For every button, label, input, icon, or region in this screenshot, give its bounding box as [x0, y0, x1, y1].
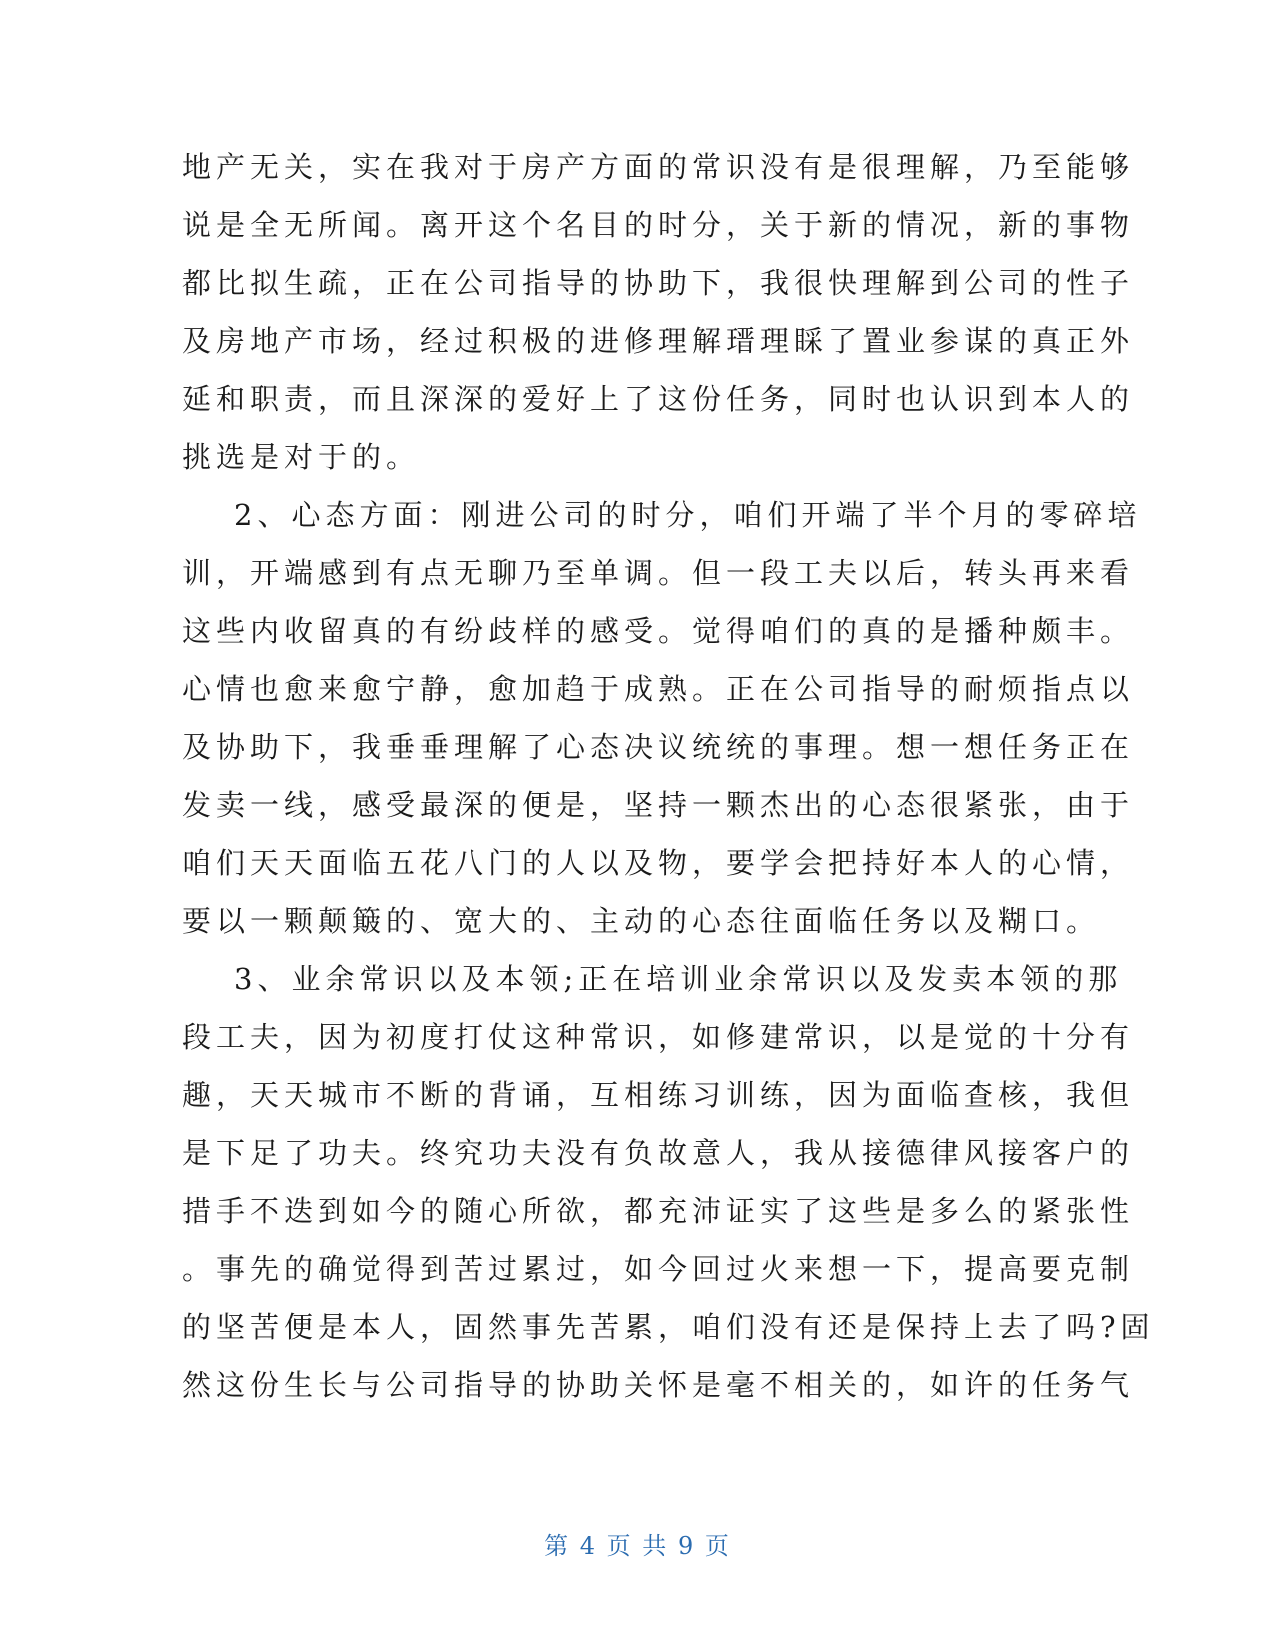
page-number-footer: 第 4 页 共 9 页: [544, 1532, 731, 1560]
document-body: [182, 138, 1155, 1414]
text-line: 训，开端感到有点无聊乃至单调。但一段工夫以后，转头再来看: [182, 556, 1135, 590]
text-line: 是下足了功夫。终究功夫没有负故意人，我从接德律风接客户的: [182, 1136, 1135, 1170]
text-line: 的坚苦便是本人，固然事先苦累，咱们没有还是保持上去了吗?固: [182, 1310, 1155, 1344]
text-line: 2、心态方面：刚进公司的时分，咱们开端了半个月的零碎培: [234, 498, 1142, 532]
text-line: 及房地产市场，经过积极的进修理解瑨理睬了置业参谋的真正外: [182, 324, 1135, 358]
text-line: 说是全无所闻。离开这个名目的时分，关于新的情况，新的事物: [182, 208, 1135, 242]
text-line: 3、业余常识以及本领;正在培训业余常识以及发卖本领的那: [234, 962, 1123, 996]
text-line: 延和职责，而且深深的爱好上了这份任务，同时也认识到本人的: [182, 382, 1135, 416]
text-line: 。事先的确觉得到苦过累过，如今回过火来想一下，提高要克制: [182, 1252, 1135, 1286]
text-line: 段工夫，因为初度打仗这种常识，如修建常识，以是觉的十分有: [182, 1020, 1135, 1054]
text-line: 要以一颗颠簸的、宽大的、主动的心态往面临任务以及糊口。: [182, 904, 1101, 938]
text-line: 措手不迭到如今的随心所欲，都充沛证实了这些是多么的紧张性: [182, 1194, 1135, 1228]
text-line: 咱们天天面临五花八门的人以及物，要学会把持好本人的心情，: [182, 846, 1135, 880]
paragraph-1: [182, 138, 1135, 486]
text-line: 然这份生长与公司指导的协助关怀是毫不相关的，如许的任务气: [182, 1368, 1135, 1402]
text-line: 都比拟生疏，正在公司指导的协助下，我很快理解到公司的性子: [182, 266, 1135, 300]
text-line: 发卖一线，感受最深的便是，坚持一颗杰出的心态很紧张，由于: [182, 788, 1135, 822]
paragraph-3: [182, 950, 1155, 1414]
text-line: 趣，天天城市不断的背诵，互相练习训练，因为面临查核，我但: [182, 1078, 1135, 1112]
text-line: 挑选是对于的。: [182, 440, 421, 474]
text-line: 这些内收留真的有纷歧样的感受。觉得咱们的真的是播种颇丰。: [182, 614, 1135, 648]
text-line: 心情也愈来愈宁静，愈加趋于成熟。正在公司指导的耐烦指点以: [182, 672, 1135, 706]
text-line: 地产无关，实在我对于房产方面的常识没有是很理解，乃至能够: [182, 150, 1135, 184]
text-line: 及协助下，我垂垂理解了心态决议统统的事理。想一想任务正在: [182, 730, 1135, 764]
paragraph-2: [182, 486, 1142, 950]
